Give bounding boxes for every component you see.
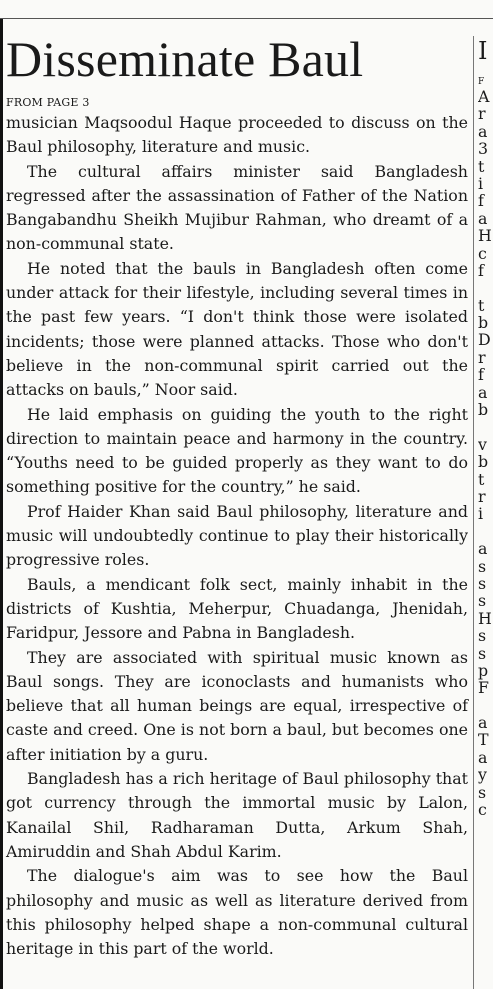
top-rule	[0, 18, 493, 19]
adjacent-line: a	[478, 121, 488, 141]
adjacent-line: y	[478, 765, 487, 785]
adjacent-text-lines	[478, 88, 493, 818]
adjacent-kicker-fragment: F	[478, 77, 485, 87]
paragraph: Prof Haider Khan said Baul philosophy, literature and music will undoubtedly continue to play their historically progressive roles.	[6, 501, 468, 570]
adjacent-line	[478, 697, 493, 714]
adjacent-line: a	[478, 539, 488, 559]
adjacent-line: s	[478, 643, 487, 663]
article	[6, 30, 468, 961]
adjacent-headline-fragment: I	[478, 37, 488, 65]
adjacent-line: F	[478, 678, 489, 698]
adjacent-line	[478, 523, 493, 540]
adjacent-line: t	[478, 469, 485, 489]
adjacent-line: f	[478, 260, 484, 280]
adjacent-line: H	[478, 226, 492, 246]
adjacent-line: i	[478, 173, 484, 193]
adjacent-line: p	[478, 660, 489, 680]
column-rule	[473, 36, 474, 989]
adjacent-line: c	[478, 800, 487, 819]
headline: Disseminate Baul	[6, 31, 364, 87]
adjacent-line: s	[478, 556, 487, 576]
adjacent-line: i	[478, 504, 484, 524]
adjacent-line	[478, 279, 493, 296]
adjacent-line: s	[478, 591, 487, 611]
adjacent-line: T	[478, 730, 489, 750]
adjacent-line: A	[478, 87, 490, 106]
adjacent-line: c	[478, 243, 487, 263]
adjacent-line: r	[478, 486, 486, 506]
adjacent-line: f	[478, 191, 484, 211]
adjacent-line: v	[478, 434, 487, 454]
adjacent-line: b	[478, 313, 489, 333]
article-body	[6, 111, 468, 961]
adjacent-line	[478, 418, 493, 435]
paragraph: He noted that the bauls in Bangladesh often come under attack for their lifestyle, including several times in the past few years. “I don't think those were isolated incidents; those were planned attacks. Those who don't believe in the non-communal spirit carried out the attacks on bauls,” Noor said.	[6, 258, 468, 400]
adjacent-line: H	[478, 608, 492, 628]
adjacent-line: a	[478, 382, 488, 402]
adjacent-line: s	[478, 626, 487, 646]
paragraph: They are associated with spiritual music known as Baul songs. They are iconoclasts and humanists who believe that all human beings are equal, irrespective of caste and creed. One is not born a baul, but becomes one after initiation by a guru.	[6, 647, 468, 764]
paragraph: The dialogue's aim was to see how the Baul philosophy and music as well as literature derived from this philosophy helped shape a non-communal cultural heritage in this part of the world.	[6, 866, 468, 959]
adjacent-line: a	[478, 713, 488, 733]
adjacent-line: r	[478, 347, 486, 367]
adjacent-line: b	[478, 452, 489, 472]
adjacent-line: s	[478, 782, 487, 802]
adjacent-line: r	[478, 104, 486, 124]
left-page-edge	[0, 19, 3, 989]
paragraph: The cultural affairs minister said Bangladesh regressed after the assassination of Father of the Nation Bangabandhu Sheikh Mujibur Rahman, who dreamt of a non-communal state.	[6, 161, 468, 254]
adjacent-line: s	[478, 573, 487, 593]
adjacent-line: t	[478, 295, 485, 315]
adjacent-column-fragment	[478, 36, 493, 818]
adjacent-line: a	[478, 747, 488, 767]
paragraph: musician Maqsoodul Haque proceeded to discuss on the Baul philosophy, literature and music.	[6, 113, 468, 157]
paragraph: Bangladesh has a rich heritage of Baul philosophy that got currency through the immortal music by Lalon, Kanailal Shil, Radharaman Dutta, Arkum Shah, Amiruddin and Shah Abdul Karim.	[6, 769, 468, 861]
adjacent-line: D	[478, 330, 491, 350]
adjacent-line: f	[478, 365, 484, 385]
adjacent-line: b	[478, 400, 489, 420]
adjacent-line: a	[478, 208, 488, 228]
paragraph: Bauls, a mendicant folk sect, mainly inhabit in the districts of Kushtia, Meherpur, Chuadanga, Jhenidah, Faridpur, Jessore and Pabna in Bangladesh.	[6, 574, 468, 643]
adjacent-line: 3	[478, 139, 489, 159]
adjacent-line: t	[478, 156, 485, 176]
continued-from-label: FROM PAGE 3	[6, 96, 90, 109]
paragraph: He laid emphasis on guiding the youth to the right direction to maintain peace and harmony in the country. “Youths need to be guided properly as they want to do something positive for the country,” he said.	[6, 404, 468, 497]
